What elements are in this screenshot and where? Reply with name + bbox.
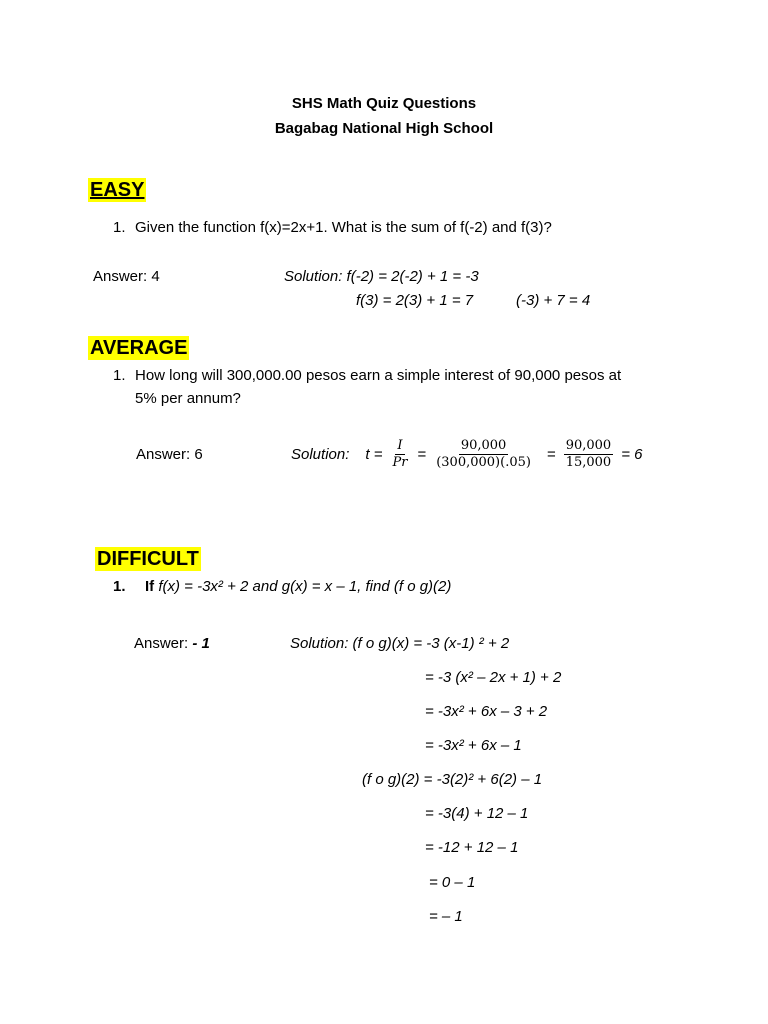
fraction-substituted: [434, 438, 533, 471]
result: = 6: [621, 445, 643, 463]
fraction-numerator: 90,000: [565, 437, 612, 453]
question-number: 1.: [113, 578, 126, 595]
level-average-heading: AVERAGE: [90, 337, 188, 359]
difficult-solution-line: = 0 – 1: [429, 874, 476, 891]
easy-solution-line: f(3) = 2(3) + 1 = 7: [356, 292, 474, 309]
solution-label: Solution:: [291, 445, 350, 463]
fraction-formula: [390, 438, 409, 471]
answer-value: 6: [190, 446, 203, 463]
question-text: f(x) = -3x² + 2 and g(x) = x – 1, find (f o g)(2): [158, 578, 452, 595]
easy-solution-line: Solution: f(-2) = 2(-2) + 1 = -3: [284, 268, 479, 285]
page-title: SHS Math Quiz Questions: [291, 95, 477, 112]
fraction-denominator: Pr: [392, 454, 408, 470]
average-solution: [291, 437, 643, 471]
equals-sign: =: [417, 445, 427, 463]
fraction-numerator: 90,000: [460, 437, 507, 453]
answer-label: Answer:: [136, 446, 191, 463]
question-number: 1.: [113, 367, 126, 384]
easy-answer: Answer: 4: [93, 268, 160, 285]
difficult-solution-line: = – 1: [429, 908, 463, 925]
average-answer: [136, 446, 203, 463]
question-text: pesos earn a simple interest of: [301, 367, 515, 384]
equals-sign: =: [546, 445, 556, 463]
question-number: 1.: [113, 219, 126, 236]
school-name: Bagabag National High School: [274, 120, 494, 137]
difficult-solution-line: = -3(4) + 12 – 1: [425, 805, 529, 822]
fraction-simplified: [564, 438, 614, 471]
easy-question: Given the function f(x)=2x+1. What is the sum of f(-2) and f(3)?: [135, 219, 552, 236]
difficult-solution-line: (f o g)(2) = -3(2)² + 6(2) – 1: [362, 771, 543, 788]
fraction-denominator: 15,000: [565, 454, 612, 470]
question-text: pesos at: [560, 367, 622, 384]
question-text: How long will: [135, 367, 227, 384]
level-difficult-heading: DIFFICULT: [97, 548, 199, 570]
difficult-solution-line: = -12 + 12 – 1: [425, 839, 519, 856]
average-question: [135, 367, 621, 384]
principal-value: 300,000.00: [226, 367, 302, 384]
difficult-solution-line: = -3 (x² – 2x + 1) + 2: [425, 669, 562, 686]
easy-solution-line: (-3) + 7 = 4: [516, 292, 591, 309]
fraction-numerator: I: [397, 437, 403, 453]
t-equals: t =: [365, 445, 383, 463]
answer-value: - 1: [188, 635, 210, 652]
difficult-answer: [134, 635, 210, 652]
difficult-solution-line: = -3x² + 6x – 3 + 2: [425, 703, 548, 720]
interest-value: 90,000: [514, 367, 561, 384]
question-prefix: If: [145, 578, 159, 595]
level-easy-heading: EASY: [90, 179, 145, 201]
average-question-line2: 5% per annum?: [135, 390, 241, 407]
fraction-denominator: (300,000)(.05): [436, 454, 531, 470]
answer-label: Answer:: [134, 635, 189, 652]
difficult-solution-line: = -3x² + 6x – 1: [425, 737, 522, 754]
difficult-question: [145, 578, 451, 595]
difficult-solution-line: Solution: (f o g)(x) = -3 (x-1) ² + 2: [290, 635, 510, 652]
